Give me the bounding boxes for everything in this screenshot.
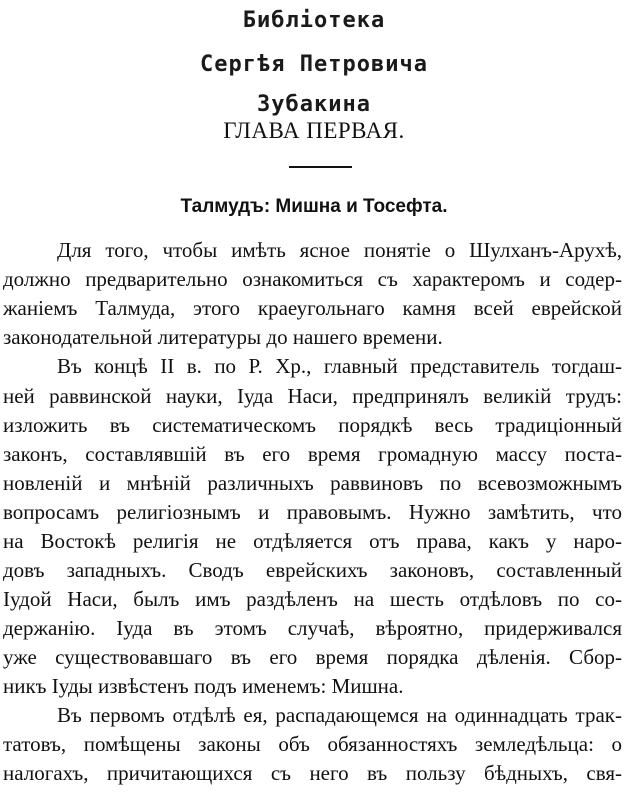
text-line: довъ западныхъ. Сводъ еврейскихъ законовъ, составленный: [3, 558, 622, 582]
text-line: налогахъ, причитающихся съ него въ пользу бѣдныхъ, свя-: [3, 761, 622, 785]
text-line: должно предварительно ознакомиться съ характеромъ и содер-: [3, 267, 622, 291]
section-divider: [289, 166, 352, 168]
chapter-title: ГЛАВА ПЕРВАЯ.: [223, 118, 405, 143]
text-line: держанію. Іуда въ этомъ случаѣ, вѣроятно, придерживался: [3, 616, 622, 640]
text-line: Въ первомъ отдѣлѣ ея, распадающемся на одиннадцать трак-: [57, 703, 622, 727]
text-line: никъ Іуды извѣстенъ подъ именемъ: Мишна.: [3, 674, 404, 698]
section-heading: Талмудъ: Мишна и Тосефта.: [180, 196, 448, 217]
text-line: законъ, составлявшій въ его время громадную массу поста-: [3, 442, 622, 466]
library-stamp-line-2: Сергѣя Петровича: [200, 52, 428, 77]
text-line: Для того, чтобы имѣть ясное понятіе о Шулханъ-Арухѣ,: [57, 238, 622, 262]
text-line: законодательной литературы до нашего времени.: [3, 325, 443, 349]
library-stamp-line-1: Библіотека: [242, 8, 386, 33]
text-line: уже существовавшаго въ его время порядка дѣленія. Сбор-: [3, 645, 622, 669]
text-line: новленій и мнѣній различныхъ раввиновъ по всевозможнымъ: [3, 471, 622, 495]
text-line: жаніемъ Талмуда, этого краеугольнаго камня всей еврейской: [3, 296, 622, 320]
text-line: вопросамъ религіознымъ и правовымъ. Нужно замѣтить, что: [3, 500, 622, 524]
text-line: татовъ, помѣщены законы объ обязанностяхъ земледѣльца: о: [3, 732, 622, 756]
text-line: изложить въ систематическомъ порядкѣ весь традиціонный: [3, 413, 622, 437]
library-stamp-line-3: Зубакина: [257, 92, 371, 117]
text-line: ней раввинской науки, Іуда Наси, предпринялъ великій трудъ:: [3, 384, 622, 408]
text-line: Іудой Наси, былъ имъ раздѣленъ на шесть отдѣловъ по со-: [3, 587, 622, 611]
text-line: на Востокѣ религія не отдѣляется отъ права, какъ у наро-: [3, 529, 622, 553]
text-line: Въ концѣ II в. по Р. Хр., главный представитель тогдаш-: [57, 354, 622, 378]
